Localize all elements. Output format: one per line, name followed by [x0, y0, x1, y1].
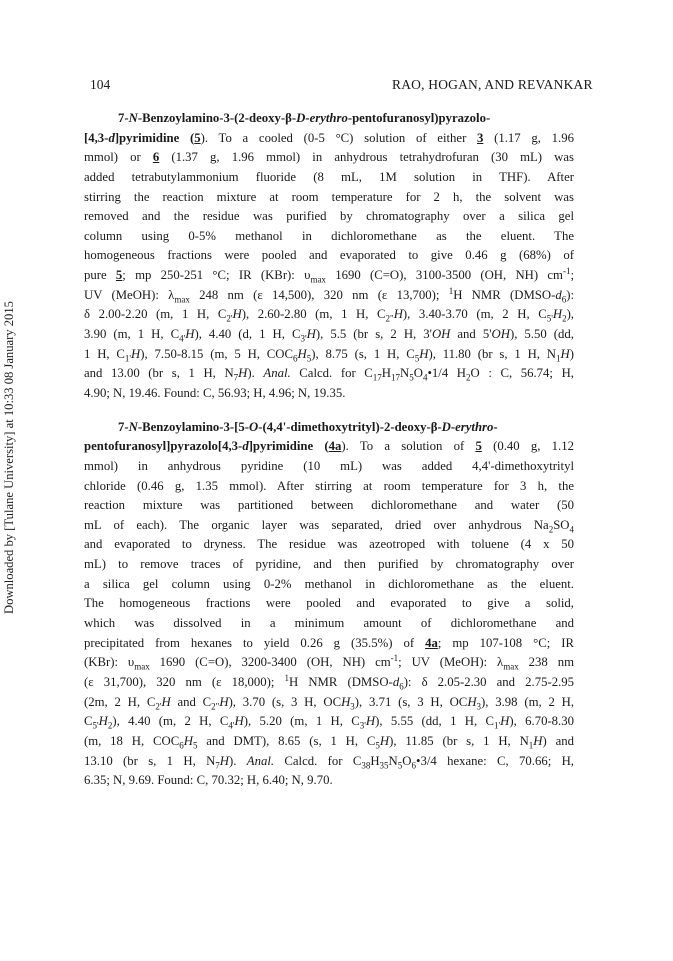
text-line: mL of each). The organic layer was separated, dried over anhydrous $Na_2SO_4$ [84, 517, 574, 535]
text-line: UV (MeOH): $\lambda_{max}$ 248 nm (ε 14,500), 320 nm (ε 13,700); $^1$H NMR $(DMSO-d_6)$: [84, 285, 574, 305]
text-line: (ε 31,700), 320 nm (ε 18,000); $^1$H NMR $(DMSO-d_6)$: δ 2.05-2.30 and 2.75-2.95 [84, 672, 575, 692]
running-head: RAO, HOGAN, AND REVANKAR [392, 77, 593, 92]
text-line: which was dissolved in a minimum amount of dichloromethane and [84, 616, 574, 631]
text-line: 7-N-Benzoylamino-3-[5-O-(4,4'-dimethoxytrityl)-2-deoxy-β-D-erythro- [118, 419, 498, 434]
text-line: a silica gel column using 0-2% methanol in dichloromethane as the eluent. [84, 576, 574, 591]
text-line: 7-N-Benzoylamino-3-(2-deoxy-β-D-erythro-pentofuranosyl)pyrazolo- [118, 111, 491, 125]
text-line: (2m, 2 H, $C_{2'}H$ and $C_{2"}H$), 3.70 (s, 3 H, $OCH_3$), 3.71 (s, 3 H, $OCH_3$), 3.98 (m, 2 H, [84, 694, 575, 712]
page-number: 104 [90, 77, 111, 92]
text-line: pentofuranosyl]pyrazolo[4,3-d]pyrimidine (4a). To a solution of 5 (0.40 g, 1.12 [84, 439, 574, 454]
text-line: 6.35; N, 9.69. Found: C, 70.32; H, 6.40; N, 9.70. [84, 773, 333, 788]
text-line: (KBr): $\upsilon_{max}$ 1690 (C=O), 3200-3400 (OH, NH) $cm^{-1}$; UV (MeOH): $\lambda_{max}$ 238 nm [84, 653, 574, 672]
paragraph-compound-5 [84, 109, 574, 404]
text-line: added tetrabutylammonium fluoride (8 mL, 1M solution in THF). After [84, 169, 574, 184]
download-watermark: Downloaded by [Tulane University] at 10:33 08 January 2015 [2, 301, 16, 614]
text-line: and evaporated to dryness. The residue was azeotroped with toluene (4 x 50 [84, 537, 574, 552]
text-line: mmol) in anhydrous pyridine (10 mL) was added 4,4'-dimethoxytrityl [84, 458, 574, 473]
text-line: 1 H, $C_{1'}H$), 7.50-8.15 (m, 5 H, $COC_6H_5$), 8.75 (s, 1 H, $C_5H$), 11.80 (br s, 1 H, $N_1H$) [84, 346, 574, 364]
text-line: precipitated from hexanes to yield 0.26 g (35.5%) of 4a; mp 107-108 °C; IR [84, 635, 574, 650]
text-line: column using 0-5% methanol in dichloromethane as the eluent. The [84, 228, 574, 243]
text-line: removed and the residue was purified by chromatography over a silica gel [84, 209, 574, 224]
text-line: 13.10 (br s, 1 H, $N_7H$). Anal. Calcd. for $C_{38}H_{35}N_5O_6•3/4$ hexane: C, 70.66; H, [84, 753, 574, 771]
article-body [84, 109, 574, 791]
text-line: homogeneous fractions were pooled and evaporated to give 0.46 g (68%) of [84, 248, 574, 263]
text-line: mL) to remove traces of pyridine, and then purified by chromatography over [84, 557, 574, 572]
text-line: stirring the reaction mixture at room temperature for 2 h, the solvent was [84, 189, 574, 204]
text-line: mmol) or 6 (1.37 g, 1.96 mmol) in anhydrous tetrahydrofuran (30 mL) was [84, 150, 574, 165]
text-line: 3.90 (m, 1 H, $C_{4'}H$), 4.40 (d, 1 H, $C_{3'}H$), 5.5 (br s, 2 H, 3'OH and 5'OH), 5.50 (dd, [84, 327, 574, 344]
text-line: $C_{5'}H_2$), 4.40 (m, 2 H, $C_{4'}H$), 5.20 (m, 1 H, $C_{3'}H$), 5.55 (dd, 1 H, $C_{1'}H$), 6.70-8.30 [84, 714, 574, 731]
text-line: The homogeneous fractions were pooled and evaporated to give a solid, [84, 596, 574, 611]
text-line: 4.90; N, 19.46. Found: C, 56.93; H, 4.96; N, 19.35. [84, 385, 346, 400]
text-line: [4,3-d]pyrimidine (5). To a cooled (0-5 °C) solution of either 3 (1.17 g, 1.96 [84, 130, 574, 145]
text-line: and 13.00 (br s, 1 H, $N_7H$). Anal. Calcd. for $C_{17}H_{17}N_5O_4•1/4$ $H_2O$ : C, 56.74; H, [84, 366, 574, 383]
paragraph-compound-4a [84, 418, 574, 791]
text-line: δ 2.00-2.20 (m, 1 H, $C_{2'}H$), 2.60-2.80 (m, 1 H, $C_{2"}H$), 3.40-3.70 (m, 2 H, $C_{5'}H_2$), [84, 307, 574, 324]
text-line: chloride (0.46 g, 1.35 mmol). After stirring at room temperature for 3 h, the [84, 478, 574, 493]
text-line: (m, 18 H, $COC_6H_5$ and DMT), 8.65 (s, 1 H, $C_5H$), 11.85 (br s, 1 H, $N_1H$) and [84, 733, 574, 751]
text-line: pure 5; mp 250-251 °C; IR (KBr): $\upsilon_{max}$ 1690 (C=O), 3100-3500 (OH, NH) $cm^{-1}$; [84, 265, 574, 285]
text-line: reaction mixture was partitioned between dichloromethane and water (50 [84, 498, 574, 513]
